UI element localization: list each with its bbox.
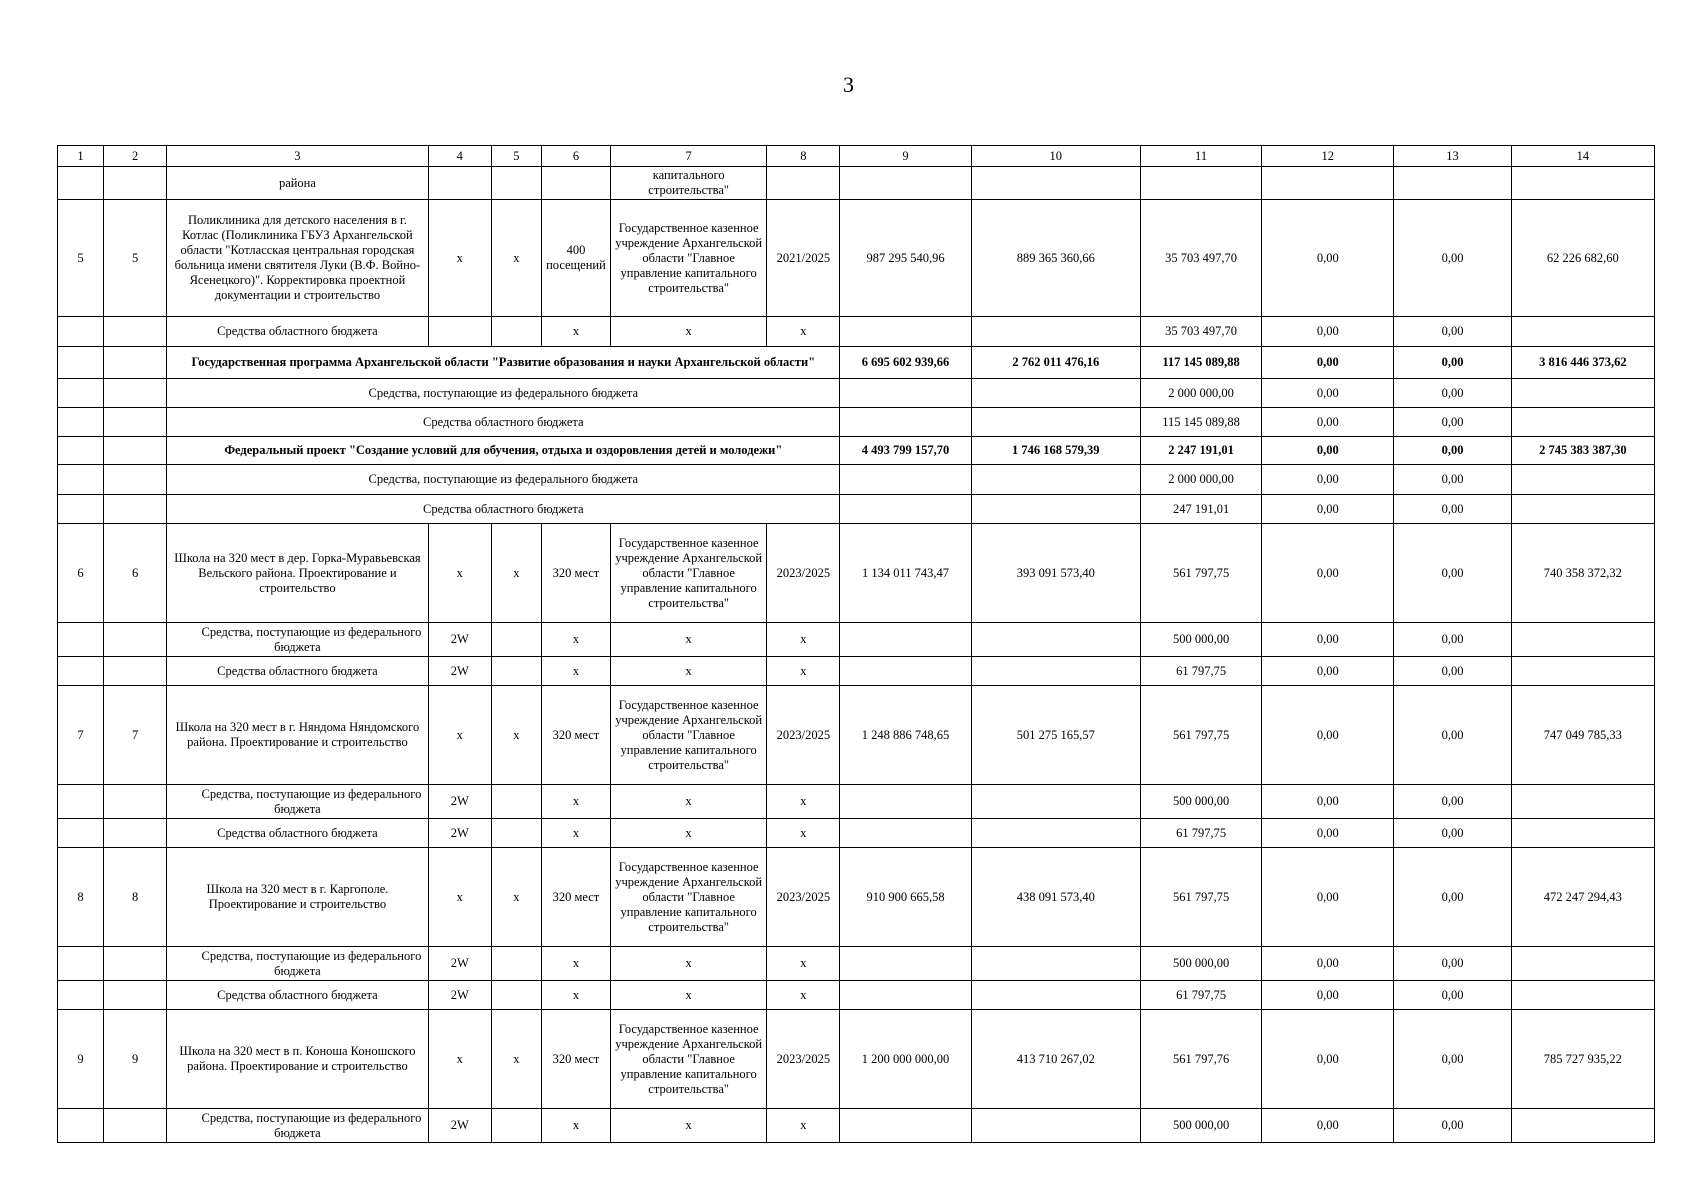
header-cell: 12 <box>1262 146 1394 167</box>
funding-source: Средства, поступающие из федерального бюджета <box>167 947 428 981</box>
cell: x <box>767 623 840 657</box>
capacity: 320 мест <box>541 686 610 785</box>
amount: 910 900 665,58 <box>840 848 971 947</box>
cell: x <box>767 317 840 347</box>
cell: x <box>428 1010 491 1109</box>
amount: 561 797,76 <box>1140 1010 1261 1109</box>
header-cell: 14 <box>1511 146 1654 167</box>
amount: 0,00 <box>1262 437 1394 465</box>
amount: 0,00 <box>1394 317 1511 347</box>
amount: 0,00 <box>1394 686 1511 785</box>
cell: x <box>541 317 610 347</box>
project-title: Федеральный проект "Создание условий для обучения, отдыха и оздоровления детей и молодежи" <box>167 437 840 465</box>
amount: 0,00 <box>1262 379 1394 408</box>
row-number: 7 <box>58 686 104 785</box>
amount: 0,00 <box>1394 437 1511 465</box>
header-cell: 2 <box>104 146 167 167</box>
amount: 0,00 <box>1262 495 1394 524</box>
period: 2021/2025 <box>767 200 840 317</box>
table-row <box>58 623 1655 657</box>
period: 2023/2025 <box>767 686 840 785</box>
amount: 0,00 <box>1262 848 1394 947</box>
amount: 0,00 <box>1394 947 1511 981</box>
funding-source: Средства областного бюджета <box>167 657 428 686</box>
amount: 117 145 089,88 <box>1140 347 1261 379</box>
funding-source: Средства, поступающие из федерального бюджета <box>167 465 840 495</box>
table-row <box>58 947 1655 981</box>
amount: 561 797,75 <box>1140 686 1261 785</box>
amount: 413 710 267,02 <box>971 1010 1140 1109</box>
cell: x <box>611 981 767 1010</box>
cell: x <box>428 200 491 317</box>
table-row <box>58 981 1655 1010</box>
customer: Государственное казенное учреждение Архангельской области "Главное управление капитального строительства" <box>611 200 767 317</box>
cell: x <box>767 657 840 686</box>
cell: x <box>611 819 767 848</box>
table-row <box>58 437 1655 465</box>
cell: x <box>541 947 610 981</box>
amount: 35 703 497,70 <box>1140 200 1261 317</box>
cell: 2W <box>428 819 491 848</box>
cell: x <box>611 657 767 686</box>
cell: 2W <box>428 657 491 686</box>
cell: x <box>541 623 610 657</box>
page-number: 3 <box>843 72 854 97</box>
amount: 2 000 000,00 <box>1140 379 1261 408</box>
cell: x <box>611 623 767 657</box>
cell: x <box>491 686 541 785</box>
amount: 0,00 <box>1394 408 1511 437</box>
amount: 2 762 011 476,16 <box>971 347 1140 379</box>
object-name: района <box>167 167 428 200</box>
amount: 6 695 602 939,66 <box>840 347 971 379</box>
row-code: 5 <box>104 200 167 317</box>
capacity: 400 посещений <box>541 200 610 317</box>
cell: x <box>541 819 610 848</box>
amount: 740 358 372,32 <box>1511 524 1654 623</box>
amount: 0,00 <box>1262 200 1394 317</box>
funding-source: Средства областного бюджета <box>167 408 840 437</box>
cell: x <box>428 524 491 623</box>
amount: 0,00 <box>1394 347 1511 379</box>
funding-source: Средства областного бюджета <box>167 819 428 848</box>
row-code: 6 <box>104 524 167 623</box>
cell: x <box>428 848 491 947</box>
amount: 500 000,00 <box>1140 1109 1261 1143</box>
amount: 115 145 089,88 <box>1140 408 1261 437</box>
amount: 2 247 191,01 <box>1140 437 1261 465</box>
header-cell: 11 <box>1140 146 1261 167</box>
object-name: Поликлиника для детского населения в г. Котлас (Поликлиника ГБУЗ Архангельской области "Котласская центральная городская больница имени святителя Луки (В.Ф. Войно-Ясенецкого)". Корректировка проектной документации и строительство <box>167 200 428 317</box>
amount: 0,00 <box>1262 1010 1394 1109</box>
cell: x <box>611 317 767 347</box>
budget-table <box>57 145 1655 1143</box>
funding-source: Средства, поступающие из федерального бюджета <box>167 785 428 819</box>
header-cell: 8 <box>767 146 840 167</box>
cell: x <box>541 1109 610 1143</box>
amount: 0,00 <box>1394 785 1511 819</box>
cell: x <box>767 981 840 1010</box>
header-cell: 3 <box>167 146 428 167</box>
cell: x <box>611 1109 767 1143</box>
amount: 0,00 <box>1262 657 1394 686</box>
row-code: 9 <box>104 1010 167 1109</box>
amount: 3 816 446 373,62 <box>1511 347 1654 379</box>
table-row <box>58 167 1655 200</box>
cell: x <box>491 200 541 317</box>
funding-source: Средства областного бюджета <box>167 981 428 1010</box>
table-row <box>58 686 1655 785</box>
amount: 0,00 <box>1394 1010 1511 1109</box>
table-row <box>58 785 1655 819</box>
amount: 561 797,75 <box>1140 848 1261 947</box>
amount: 0,00 <box>1262 785 1394 819</box>
cell: 2W <box>428 785 491 819</box>
amount: 0,00 <box>1262 347 1394 379</box>
table-row <box>58 524 1655 623</box>
customer: капитального строительства" <box>611 167 767 200</box>
funding-source: Средства, поступающие из федерального бюджета <box>167 379 840 408</box>
amount: 2 000 000,00 <box>1140 465 1261 495</box>
funding-source: Средства областного бюджета <box>167 495 840 524</box>
table-header-row <box>58 146 1655 167</box>
table-row <box>58 657 1655 686</box>
period: 2023/2025 <box>767 1010 840 1109</box>
header-cell: 7 <box>611 146 767 167</box>
amount: 501 275 165,57 <box>971 686 1140 785</box>
header-cell: 1 <box>58 146 104 167</box>
amount: 61 797,75 <box>1140 657 1261 686</box>
amount: 0,00 <box>1394 465 1511 495</box>
customer: Государственное казенное учреждение Архангельской области "Главное управление капитального строительства" <box>611 848 767 947</box>
amount: 0,00 <box>1394 657 1511 686</box>
table-row <box>58 495 1655 524</box>
object-name: Школа на 320 мест в п. Коноша Коношского района. Проектирование и строительство <box>167 1010 428 1109</box>
amount: 0,00 <box>1262 1109 1394 1143</box>
amount: 0,00 <box>1394 200 1511 317</box>
period: 2023/2025 <box>767 524 840 623</box>
amount: 0,00 <box>1262 981 1394 1010</box>
amount: 0,00 <box>1394 848 1511 947</box>
header-cell: 9 <box>840 146 971 167</box>
capacity: 320 мест <box>541 848 610 947</box>
table-row <box>58 848 1655 947</box>
cell: 2W <box>428 981 491 1010</box>
amount: 747 049 785,33 <box>1511 686 1654 785</box>
funding-source: Средства, поступающие из федерального бюджета <box>167 1109 428 1143</box>
amount: 0,00 <box>1262 317 1394 347</box>
table-row <box>58 465 1655 495</box>
amount: 62 226 682,60 <box>1511 200 1654 317</box>
capacity: 320 мест <box>541 524 610 623</box>
amount: 1 134 011 743,47 <box>840 524 971 623</box>
table-row <box>58 347 1655 379</box>
table-row <box>58 819 1655 848</box>
cell: x <box>767 819 840 848</box>
cell: x <box>491 1010 541 1109</box>
amount: 2 745 383 387,30 <box>1511 437 1654 465</box>
amount: 889 365 360,66 <box>971 200 1140 317</box>
amount: 561 797,75 <box>1140 524 1261 623</box>
amount: 0,00 <box>1394 524 1511 623</box>
customer: Государственное казенное учреждение Архангельской области "Главное управление капитального строительства" <box>611 524 767 623</box>
header-cell: 10 <box>971 146 1140 167</box>
cell: x <box>428 686 491 785</box>
row-number: 6 <box>58 524 104 623</box>
amount: 247 191,01 <box>1140 495 1261 524</box>
cell: x <box>541 657 610 686</box>
amount: 4 493 799 157,70 <box>840 437 971 465</box>
cell: 2W <box>428 947 491 981</box>
amount: 0,00 <box>1262 686 1394 785</box>
customer: Государственное казенное учреждение Архангельской области "Главное управление капитального строительства" <box>611 686 767 785</box>
amount: 0,00 <box>1394 981 1511 1010</box>
customer: Государственное казенное учреждение Архангельской области "Главное управление капитального строительства" <box>611 1010 767 1109</box>
amount: 61 797,75 <box>1140 981 1261 1010</box>
amount: 987 295 540,96 <box>840 200 971 317</box>
table-row <box>58 200 1655 317</box>
amount: 500 000,00 <box>1140 785 1261 819</box>
amount: 1 746 168 579,39 <box>971 437 1140 465</box>
funding-source: Средства, поступающие из федерального бюджета <box>167 623 428 657</box>
amount: 0,00 <box>1262 623 1394 657</box>
row-code: 8 <box>104 848 167 947</box>
amount: 1 248 886 748,65 <box>840 686 971 785</box>
header-cell: 6 <box>541 146 610 167</box>
capacity: 320 мест <box>541 1010 610 1109</box>
amount: 0,00 <box>1394 623 1511 657</box>
amount: 0,00 <box>1394 379 1511 408</box>
amount: 0,00 <box>1394 819 1511 848</box>
header-cell: 13 <box>1394 146 1511 167</box>
cell: x <box>611 785 767 819</box>
row-number: 8 <box>58 848 104 947</box>
row-code: 7 <box>104 686 167 785</box>
period: 2023/2025 <box>767 848 840 947</box>
cell: x <box>491 524 541 623</box>
table-row <box>58 408 1655 437</box>
amount: 35 703 497,70 <box>1140 317 1261 347</box>
amount: 0,00 <box>1262 947 1394 981</box>
cell: x <box>491 848 541 947</box>
amount: 0,00 <box>1262 819 1394 848</box>
program-title: Государственная программа Архангельской области "Развитие образования и науки Архангельской области" <box>167 347 840 379</box>
amount: 472 247 294,43 <box>1511 848 1654 947</box>
amount: 0,00 <box>1262 465 1394 495</box>
cell: 2W <box>428 623 491 657</box>
object-name: Школа на 320 мест в г. Каргополе. Проектирование и строительство <box>167 848 428 947</box>
amount: 1 200 000 000,00 <box>840 1010 971 1109</box>
cell: 2W <box>428 1109 491 1143</box>
amount: 785 727 935,22 <box>1511 1010 1654 1109</box>
table-row <box>58 379 1655 408</box>
amount: 0,00 <box>1262 408 1394 437</box>
cell: x <box>767 1109 840 1143</box>
cell: x <box>541 785 610 819</box>
amount: 0,00 <box>1394 495 1511 524</box>
header-cell: 5 <box>491 146 541 167</box>
object-name: Школа на 320 мест в дер. Горка-Муравьевская Вельского района. Проектирование и строительство <box>167 524 428 623</box>
amount: 500 000,00 <box>1140 623 1261 657</box>
row-number: 9 <box>58 1010 104 1109</box>
cell: x <box>767 785 840 819</box>
object-name: Школа на 320 мест в г. Няндома Няндомского района. Проектирование и строительство <box>167 686 428 785</box>
amount: 0,00 <box>1394 1109 1511 1143</box>
amount: 500 000,00 <box>1140 947 1261 981</box>
amount: 393 091 573,40 <box>971 524 1140 623</box>
amount: 438 091 573,40 <box>971 848 1140 947</box>
amount: 0,00 <box>1262 524 1394 623</box>
row-number: 5 <box>58 200 104 317</box>
table-row <box>58 1010 1655 1109</box>
cell: x <box>611 947 767 981</box>
cell: x <box>541 981 610 1010</box>
amount: 61 797,75 <box>1140 819 1261 848</box>
table-row <box>58 1109 1655 1143</box>
funding-source: Средства областного бюджета <box>167 317 428 347</box>
table-row <box>58 317 1655 347</box>
header-cell: 4 <box>428 146 491 167</box>
cell: x <box>767 947 840 981</box>
